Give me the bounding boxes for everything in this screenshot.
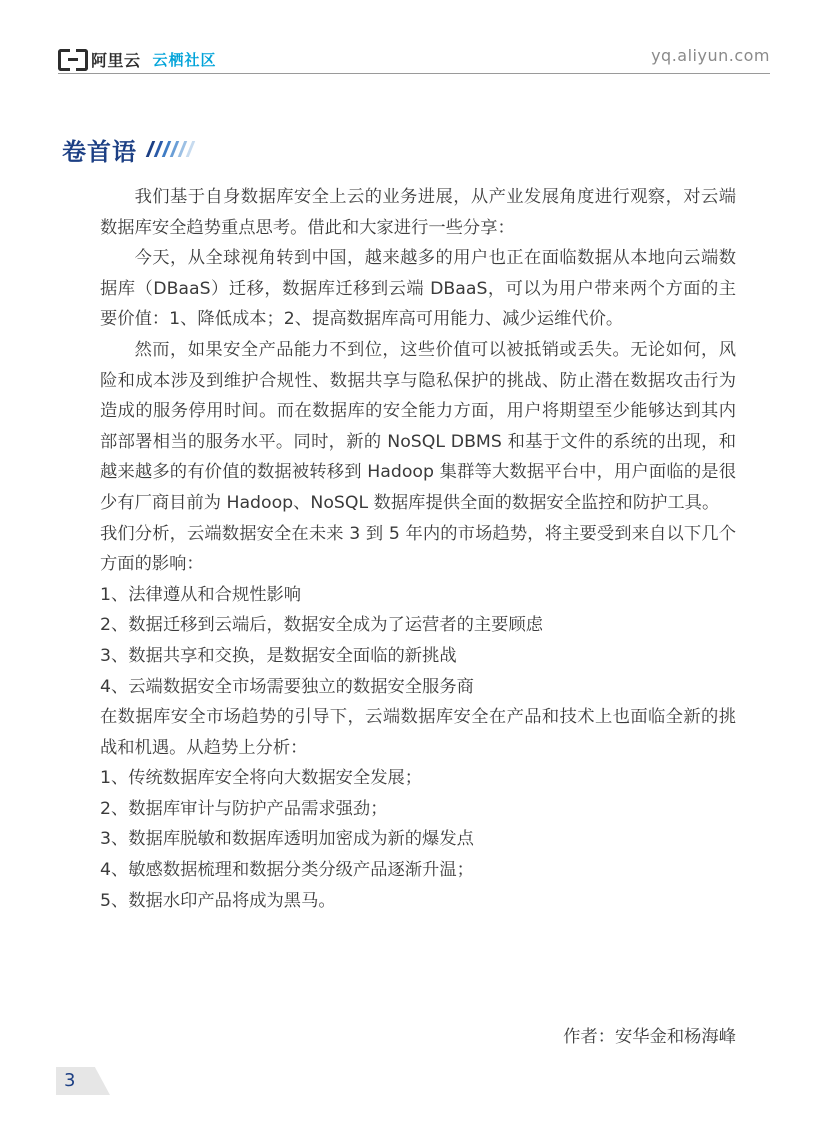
author-line: 作者：安华金和杨海峰 xyxy=(563,1027,736,1047)
page-number: 3 xyxy=(64,1070,76,1091)
paragraph: 1、传统数据库安全将向大数据安全发展； xyxy=(100,768,423,789)
slash-decoration-icon xyxy=(149,141,197,157)
aliyun-logo-icon xyxy=(58,49,88,69)
site-url[interactable]: yq.aliyun.com xyxy=(651,46,770,65)
paragraph: 3、数据共享和交换，是数据安全面临的新挑战 xyxy=(100,645,457,666)
paragraph: 5、数据水印产品将成为黑马。 xyxy=(100,890,336,911)
section-title xyxy=(62,133,197,165)
aliyun-logo[interactable] xyxy=(58,48,217,70)
paragraph: 4、云端数据安全市场需要独立的数据安全服务商 xyxy=(100,676,474,697)
article-body xyxy=(100,182,736,916)
header-divider xyxy=(58,73,770,74)
paragraph: 然而，如果安全产品能力不到位，这些价值可以被抵销或丢失。无论如何，风险和成本涉及到维护合规性、数据共享与隐私保护的挑战、防止潜在数据攻击行为造成的服务停用时间。而在数据库的安全能力方面，用户将期望至少能够达到其内部部署相当的服务水平。同时，新的 NoSQL DBMS 和基于文件的系统的出现，和越来越多的有价值的数据被转移到 Hadoop 集群等大数据平台中，用户面临的是很少有厂商目前为 Hadoop、NoSQL 数据库提供全面的数据安全监控和防护工具。 xyxy=(100,339,736,513)
paragraph: 在数据库安全市场趋势的引导下，云端数据库安全在产品和技术上也面临全新的挑战和机遇。从趋势上分析： xyxy=(100,707,736,758)
paragraph: 4、敏感数据梳理和数据分类分级产品逐渐升温； xyxy=(100,860,474,881)
paragraph: 今天，从全球视角转到中国，越来越多的用户也正在面临数据从本地向云端数据库（DBaaS）迁移，数据库迁移到云端 DBaaS，可以为用户带来两个方面的主要价值：1、降低成本；2、提高数据库高可用能力、减少运维代价。 xyxy=(100,248,736,330)
paragraph: 1、法律遵从和合规性影响 xyxy=(100,584,302,605)
section-title-text: 卷首语 xyxy=(62,137,137,166)
paragraph: 我们基于自身数据库安全上云的业务进展，从产业发展角度进行观察，对云端数据库安全趋势重点思考。借此和大家进行一些分享： xyxy=(100,187,736,238)
slash-mark xyxy=(186,141,195,157)
paragraph: 2、数据库审计与防护产品需求强劲； xyxy=(100,798,388,819)
community-name: 云栖社区 xyxy=(152,50,217,69)
paragraph: 我们分析，云端数据安全在未来 3 到 5 年内的市场趋势，将主要受到来自以下几个方面的影响： xyxy=(100,523,736,575)
brand-name: 阿里云 xyxy=(91,50,141,70)
page-header xyxy=(58,44,770,74)
paragraph: 3、数据库脱敏和数据库透明加密成为新的爆发点 xyxy=(100,829,474,850)
paragraph: 2、数据迁移到云端后，数据安全成为了运营者的主要顾虑 xyxy=(100,615,544,636)
